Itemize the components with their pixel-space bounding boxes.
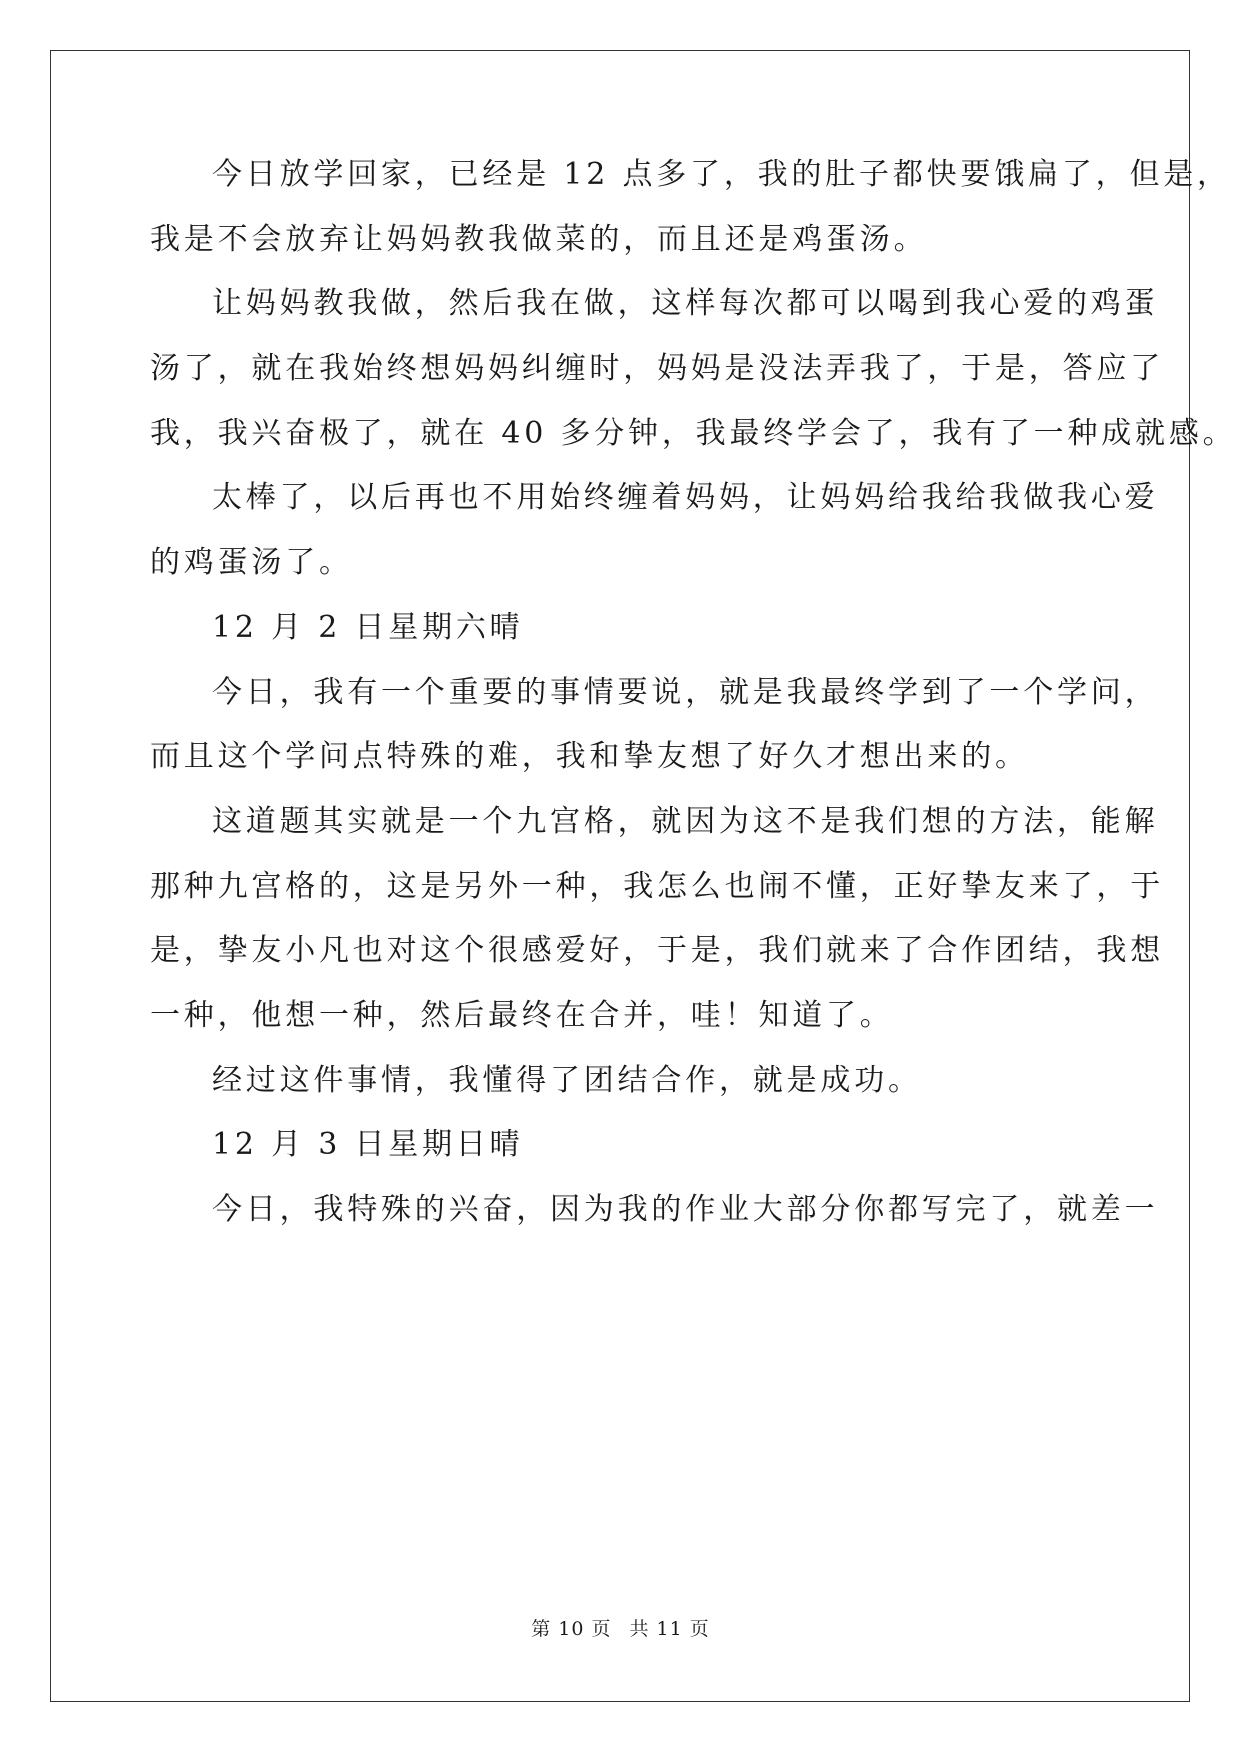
- document-body: [150, 157, 1237, 1260]
- text-line: 的鸡蛋汤了。: [150, 545, 353, 581]
- page-footer: [0, 1618, 1241, 1640]
- text-line: 一种，他想一种，然后最终在合并，哇！知道了。: [150, 997, 894, 1033]
- date-heading: 12 月 2 日星期六晴: [212, 609, 524, 645]
- text-line: 这道题其实就是一个九宫格，就因为这不是我们想的方法，能解: [212, 803, 1159, 839]
- text-line: 我是不会放弃让妈妈教我做菜的，而且还是鸡蛋汤。: [150, 221, 928, 257]
- text-line: 是，挚友小凡也对这个很感爱好，于是，我们就来了合作团结，我想: [150, 933, 1164, 969]
- text-line: 今日，我特殊的兴奋，因为我的作业大部分你都写完了，就差一: [212, 1192, 1159, 1227]
- text-line: 汤了，就在我始终想妈妈纠缠时，妈妈是没法弄我了，于是，答应了: [150, 351, 1164, 387]
- text-line: 让妈妈教我做，然后我在做，这样每次都可以喝到我心爱的鸡蛋: [212, 286, 1159, 322]
- page-total: 共 11 页: [629, 1618, 710, 1640]
- text-line: 经过这件事情，我懂得了团结合作，就是成功。: [212, 1062, 922, 1098]
- text-line: 而且这个学问点特殊的难，我和挚友想了好久才想出来的。: [150, 739, 1029, 775]
- text-line: 我，我兴奋极了，就在 40 多分钟，我最终学会了，我有了一种成就感。: [150, 415, 1237, 451]
- date-heading: 12 月 3 日星期日晴: [212, 1127, 524, 1163]
- text-line: 太棒了，以后再也不用始终缠着妈妈，让妈妈给我给我做我心爱: [212, 480, 1159, 516]
- text-line: 今日，我有一个重要的事情要说，就是我最终学到了一个学问，: [212, 674, 1159, 710]
- page-number: 第 10 页: [531, 1618, 612, 1640]
- text-line: 那种九宫格的，这是另外一种，我怎么也闹不懂，正好挚友来了，于: [150, 868, 1164, 904]
- text-line: 今日放学回家，已经是 12 点多了，我的肚子都快要饿扁了，但是，: [212, 157, 1231, 192]
